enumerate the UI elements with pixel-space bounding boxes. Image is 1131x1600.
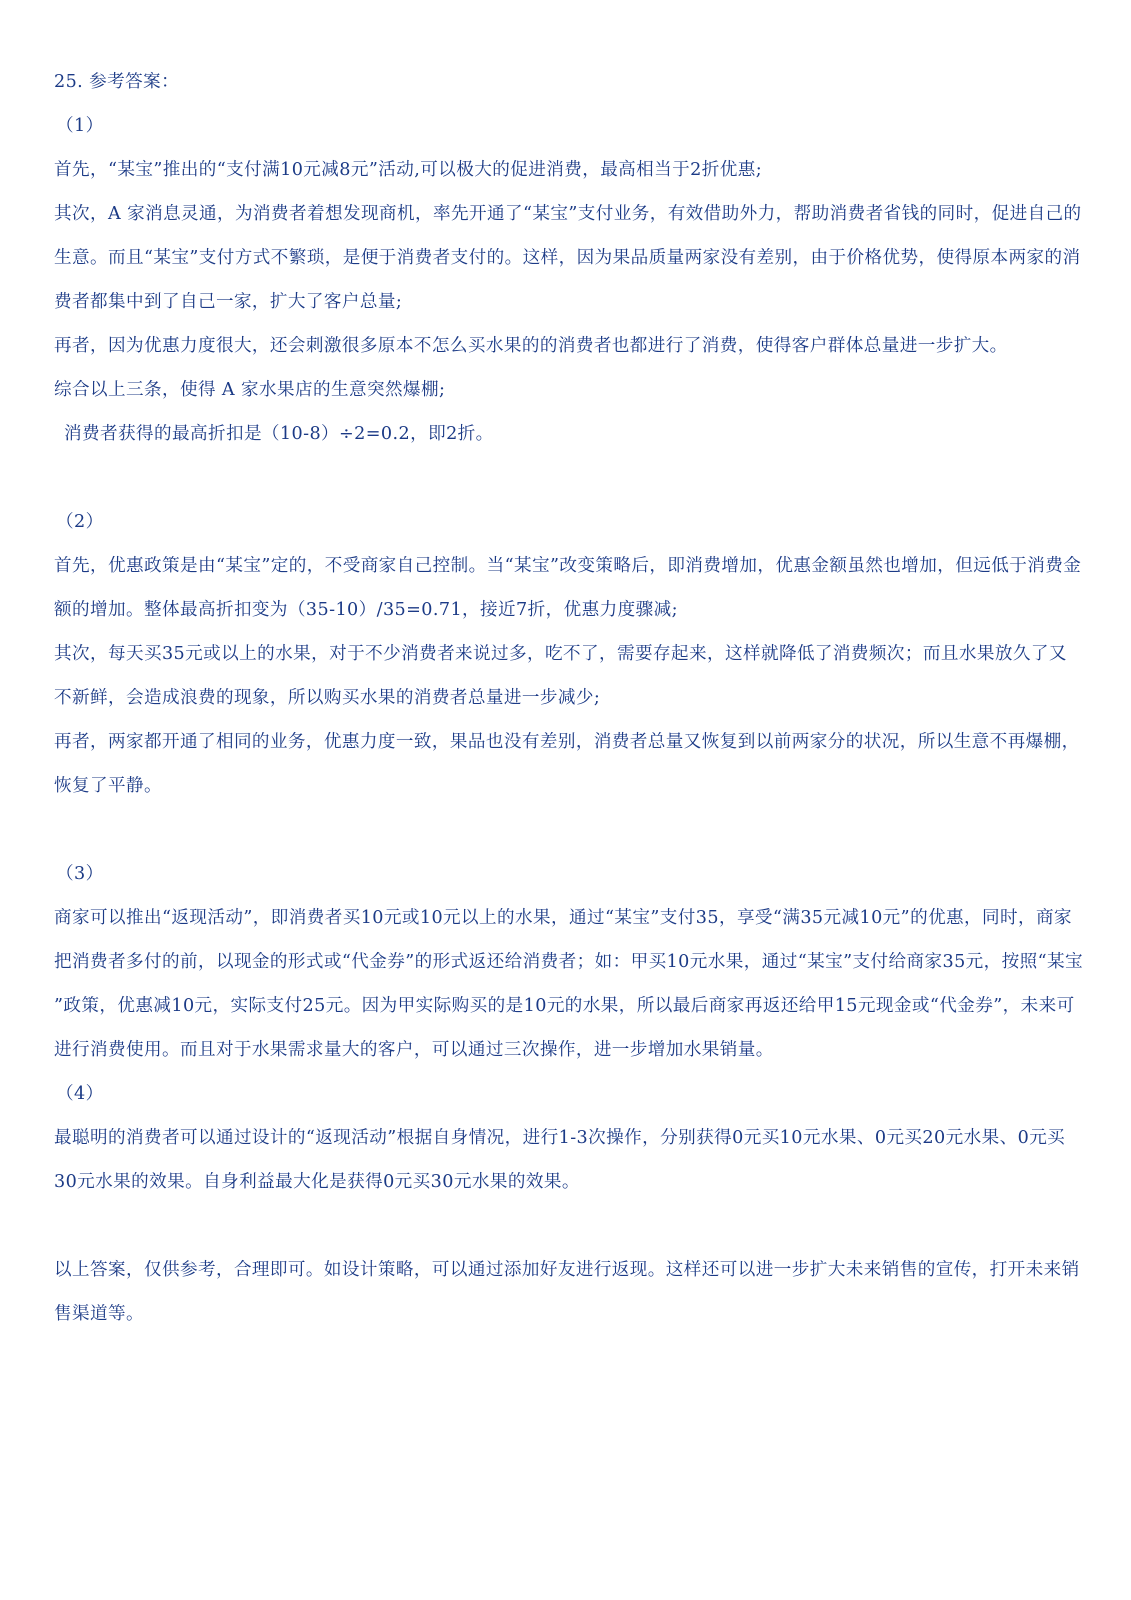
section-gap [54,1204,1084,1248]
answer-title: 25. 参考答案： [54,72,180,92]
section-1-paragraph: 首先，“某宝”推出的“支付满10元减8元”活动,可以极大的促进消费，最高相当于2折优惠; [54,160,763,180]
section-2-paragraph: 再者，两家都开通了相同的业务，优惠力度一致，果品也没有差别，消费者总量又恢复到以前两家分的状况，所以生意不再爆棚，恢复了平静。 [54,732,1080,796]
section-1-paragraph: 消费者获得的最高折扣是（10-8）÷2=0.2，即2折。 [64,424,494,444]
section-2-paragraph: 其次，每天买35元或以上的水果，对于不少消费者来说过多，吃不了，需要存起来，这样就降低了消费频次；而且水果放久了又不新鲜，会造成浪费的现象，所以购买水果的消费者总量进一步减少; [54,644,1067,708]
section-1-paragraph: 再者，因为优惠力度很大，还会刺激很多原本不怎么买水果的的消费者也都进行了消费，使得客户群体总量进一步扩大。 [54,336,1008,356]
section-3-paragraph: ”政策，优惠减10元，实际支付25元。因为甲实际购买的是10元的水果，所以最后商家再返还给甲15元现金或“代金券”，未来可进行消费使用。而且对于水果需求量大的客户，可以通过三次操作，进一步增加水果销量。 [54,996,1075,1060]
section-3-label: （3） [56,864,104,884]
section-3-paragraph: 商家可以推出“返现活动”，即消费者买10元或10元以上的水果，通过“某宝”支付35，享受“满35元减10元”的优惠，同时，商家把消费者多付的前，以现金的形式或“代金券”的形式返还给消费者；如：甲买10元水果，通过“某宝”支付给商家35元，按照“某宝 [54,908,1084,972]
section-4-label: （4） [56,1084,104,1104]
section-gap [54,808,1084,852]
section-2-label: （2） [56,512,104,532]
section-1-label: （1） [56,116,104,136]
section-2-paragraph: 首先，优惠政策是由“某宝”定的，不受商家自己控制。当“某宝”改变策略后，即消费增加，优惠金额虽然也增加，但远低于消费金额的增加。整体最高折扣变为（35-10）/35=0.71，接近7折，优惠力度骤减; [54,556,1082,620]
section-gap [54,456,1084,500]
section-1-paragraph: 综合以上三条，使得 A 家水果店的生意突然爆棚; [54,380,446,400]
footer-note: 以上答案，仅供参考，合理即可。如设计策略，可以通过添加好友进行返现。这样还可以进一步扩大未来销售的宣传，打开未来销售渠道等。 [54,1260,1080,1324]
section-4-paragraph: 最聪明的消费者可以通过设计的“返现活动”根据自身情况，进行1-3次操作，分别获得0元买10元水果、0元买20元水果、0元买30元水果的效果。自身利益最大化是获得0元买30元水果的效果。 [54,1128,1066,1192]
section-1-paragraph: 其次，A 家消息灵通，为消费者着想发现商机，率先开通了“某宝”支付业务，有效借助外力，帮助消费者省钱的同时，促进自己的生意。而且“某宝”支付方式不繁琐，是便于消费者支付的。这样，因为果品质量两家没有差别，由于价格优势，使得原本两家的消费者都集中到了自己一家，扩大了客户总量; [54,204,1082,312]
document-page [54,60,1084,1336]
